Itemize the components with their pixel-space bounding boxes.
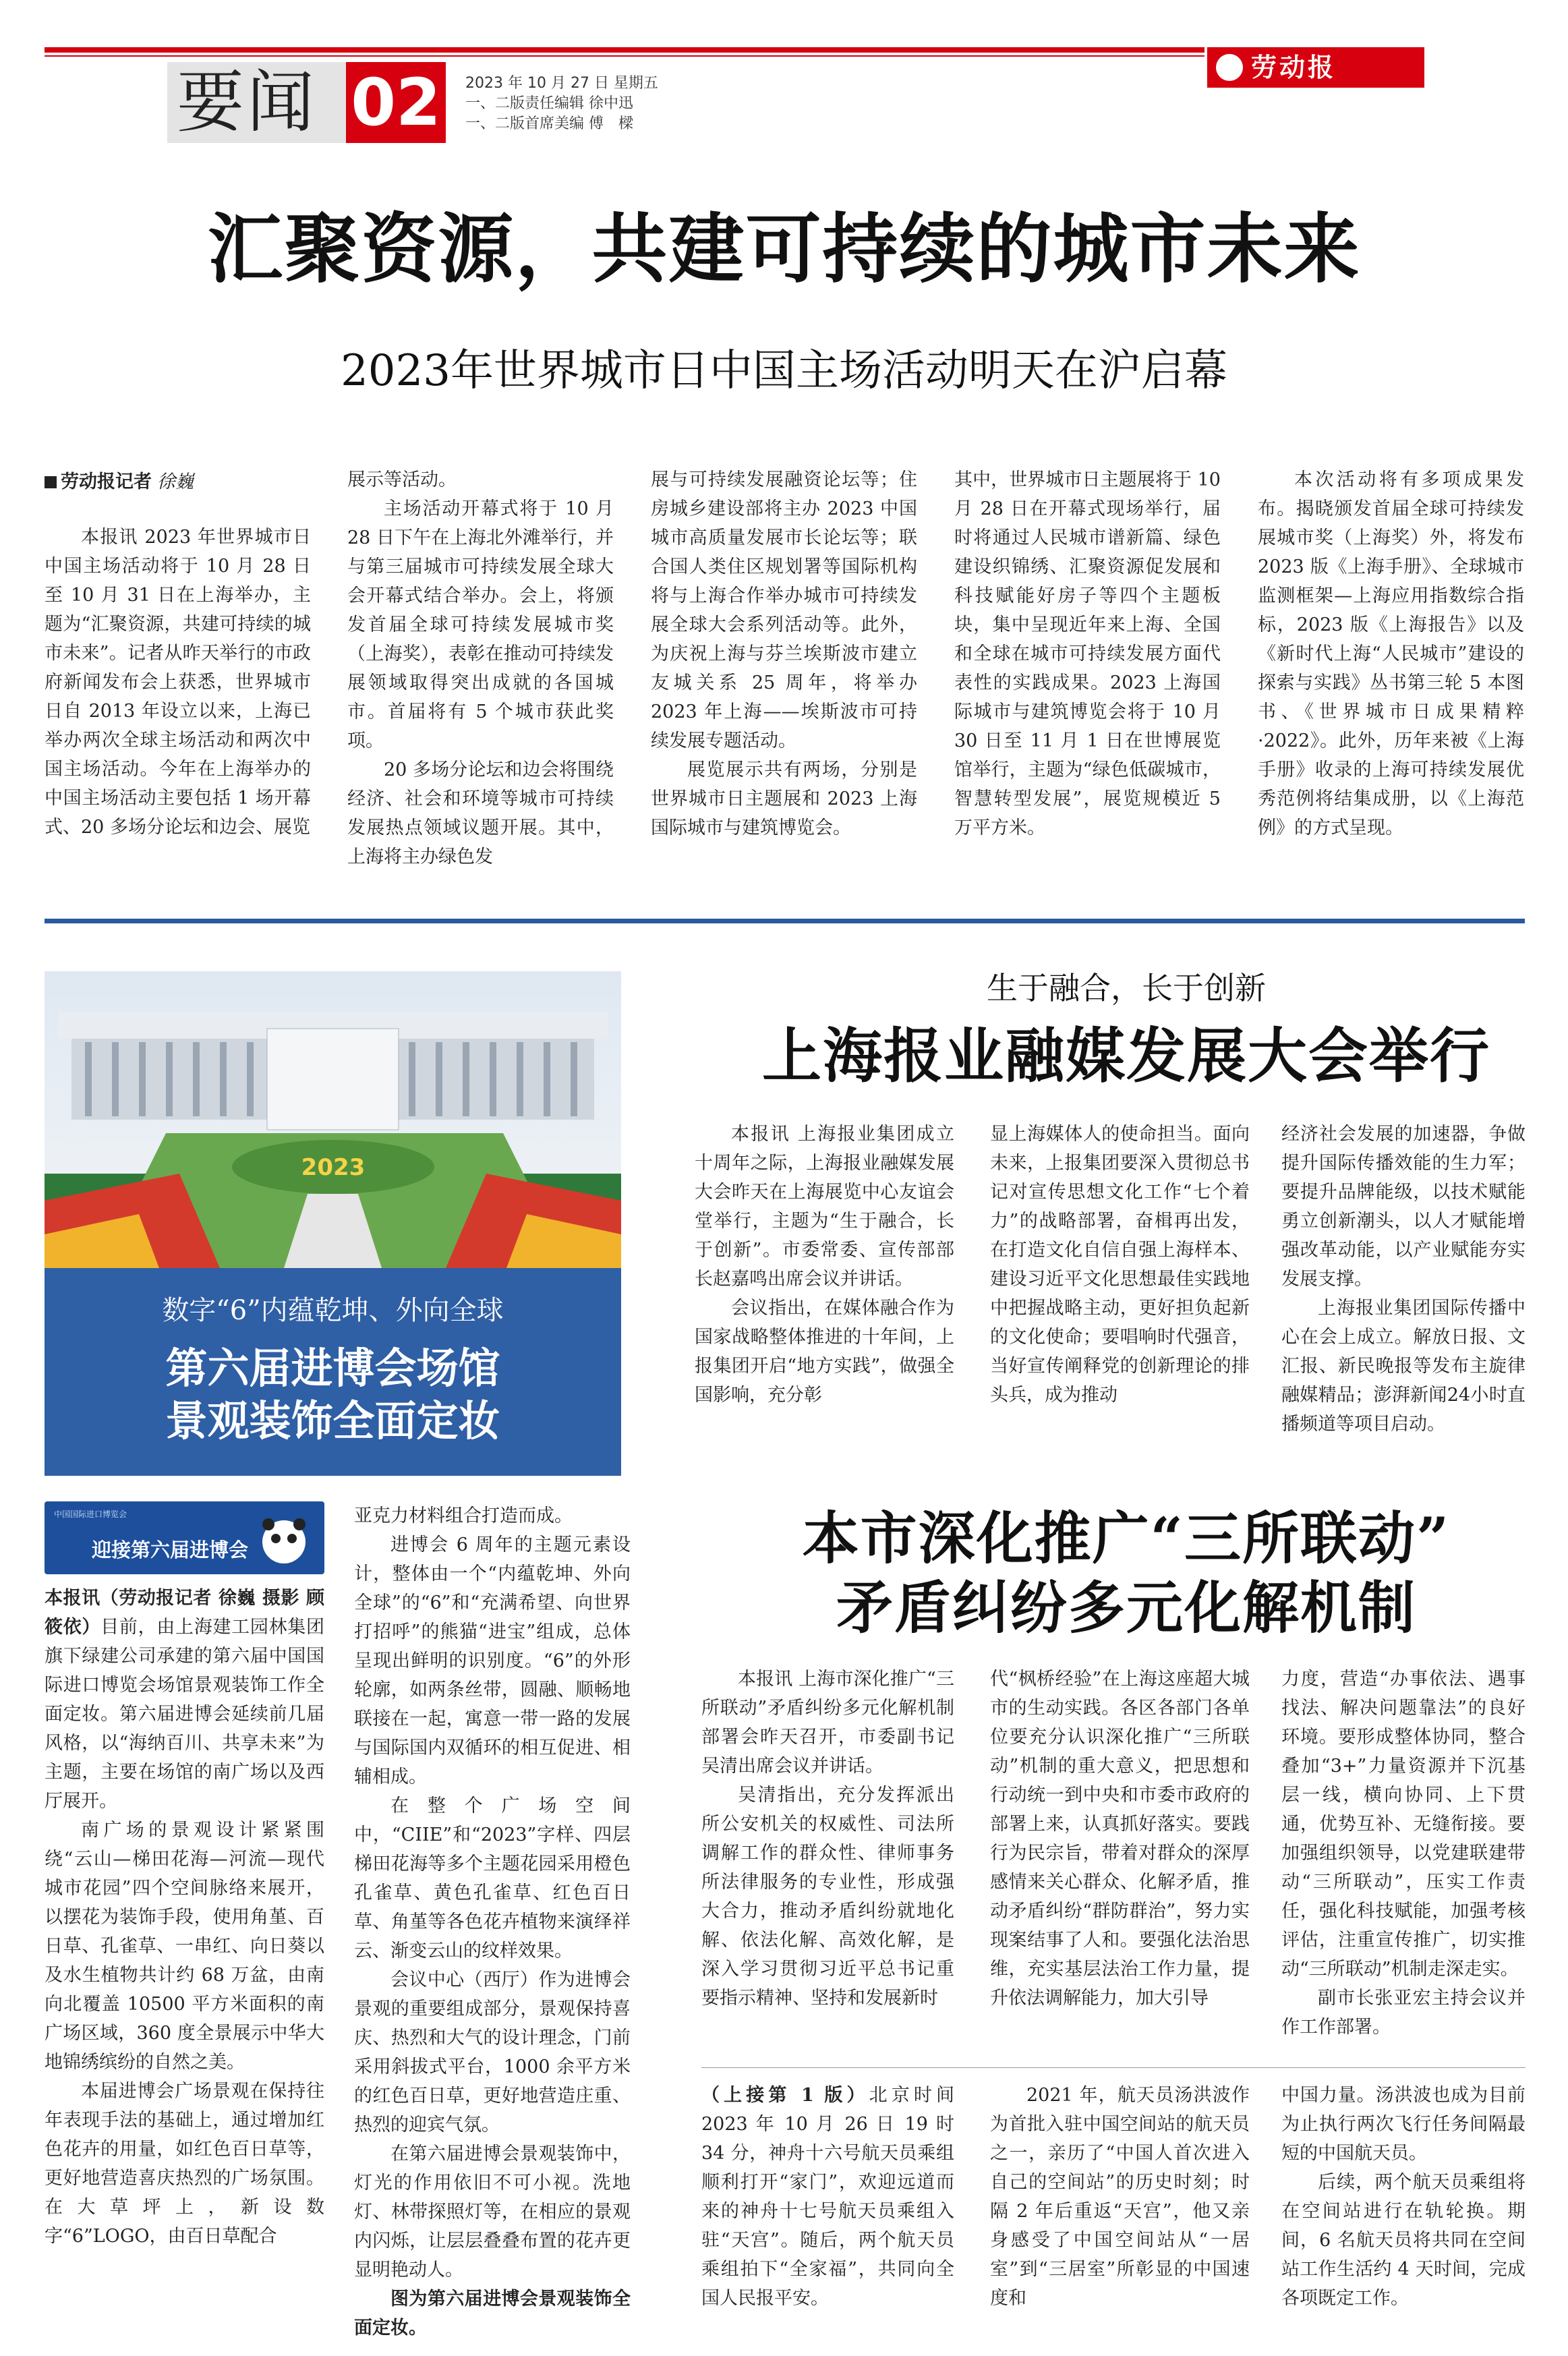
expo-paragraph: 会议中心（西厅）作为进博会景观的重要组成部分，景观保持喜庆、热烈和大气的设计理念，门前采用斜拔式平台，1000 余平方米的红色百日草，更好地营造庄重、热烈的迎宾气氛。 bbox=[354, 1970, 631, 2135]
logo-text: 劳动报 bbox=[1251, 52, 1337, 82]
lead-paragraph: 本报讯 2023 年世界城市日中国主场活动将于 10 月 28 日至 10 月 31 日在上海举办，主题为“汇聚资源，共建可持续的城市未来”。记者从昨天举行的市政府新闻发布会上获悉，世界城市日自 2013 年设立以来，上海已举办两次全球主场活动和两次中国主场活动。今年在上海举办的中国主场活动主要包括 1 场开幕式、20 多场分论坛和边会、展览 bbox=[45, 527, 311, 838]
space-paragraph: 2021 年，航天员汤洪波作为首批入驻中国空间站的航天员之一，亲历了“中国人首次进入自己的空间站”的历史时刻；时隔 2 年后重返“天宫”，他又亲身感受了中国空间站从“一居室”到“三居室”所彰显的中国速度和 bbox=[990, 2085, 1250, 2309]
byline-square-icon bbox=[45, 476, 57, 488]
lead-paragraph: 展示等活动。 bbox=[347, 469, 457, 490]
lead-paragraph: 20 多场分论坛和边会将围绕经济、社会和环境等城市可持续发展热点领域议题开展。其中，上海将主办绿色发 bbox=[347, 759, 614, 867]
mediation-column-1 bbox=[701, 1665, 954, 2013]
space-story-rule bbox=[701, 2067, 1526, 2068]
media-paragraph: 会议指出，在媒体融合作为国家战略整体推进的十年间，上报集团开启“地方实践”，做强全国影响，充分彰 bbox=[695, 1298, 954, 1406]
photo-banner-text: 2023 bbox=[301, 1154, 366, 1181]
media-paragraph: 本报讯 上海报业集团成立十周年之际，上海报业融媒发展大会昨天在上海展览中心友谊会堂举行，主题为“生于融合，长于创新”。市委常委、宣传部部长赵嘉鸣出席会议并讲话。 bbox=[695, 1124, 954, 1290]
top-red-rule bbox=[45, 47, 1204, 53]
mediation-paragraph: 力度，营造“办事依法、遇事找法、解决问题靠法”的良好环境。要形成整体协同，整合叠加“3+”力量资源并下沉基层一线，横向协同、上下贯通，优势互补、无缝衔接。要加强组织领导，以党建联建带动“三所联动”，压实工作责任，强化科技赋能，加强考核评估，注重宣传推广，切实推动“三所联动”机制走深走实。 bbox=[1281, 1669, 1526, 1980]
lead-paragraph: 展览展示共有两场，分别是世界城市日主题展和 2023 上海国际城市与建筑博览会。 bbox=[651, 759, 917, 838]
issue-date: 2023 年 10 月 27 日 星期五 bbox=[465, 75, 658, 92]
expo-column-2 bbox=[354, 1501, 631, 2343]
media-paragraph: 显上海媒体人的使命担当。面向未来，上报集团要深入贯彻总书记对宣传思想文化工作“七个着力”的战略部署，奋楫再出发，在打造文化自信自强上海样本、建设习近平文化思想最佳实践地中把握战略主动，更好担负起新的文化使命；要唱响时代强音，当好宣传阐释党的创新理论的排头兵，成为推动 bbox=[990, 1124, 1250, 1406]
mediation-paragraph: 代“枫桥经验”在上海这座超大城市的生动实践。各区各部门各单位要充分认识深化推广“三所联动”机制的重大意义，把思想和行动统一到中央和市委市政府的部署上来，认真抓好落实。要践行为民宗旨，带着对群众的深厚感情来关心群众、化解矛盾，推动矛盾纠纷“群防群治”，努力实现案结事了人和。要强化法治思维，充实基层法治工作力量，提升依法调解能力，加大引导 bbox=[990, 1669, 1250, 2009]
lead-column-5 bbox=[1258, 465, 1524, 842]
mediation-headline-line-1: 本市深化推广“三所联动” bbox=[802, 1505, 1451, 1572]
editor-credit: 一、二版责任编辑 徐中迅 bbox=[465, 95, 633, 112]
ciie-badge-text: 迎接第六届进博会 bbox=[92, 1539, 249, 1561]
space-continued-label: （上接第 1 版） bbox=[701, 2085, 869, 2106]
space-paragraph: 后续，两个航天员乘组将在空间站进行在轨轮换。期间，6 名航天员将共同在空间站工作生活约 4 天时间，完成各项既定工作。 bbox=[1281, 2172, 1526, 2309]
expo-paragraph: 亚克力材料组合打造而成。 bbox=[354, 1505, 573, 1526]
lead-column-4 bbox=[954, 465, 1221, 842]
mediation-column-2 bbox=[990, 1665, 1250, 2013]
lead-paragraph: 本次活动将有多项成果发布。揭晓颁发首届全球可持续发展城市奖（上海奖）外，将发布 2023 版《上海手册》、全球城市监测框架—上海应用指数综合指标，2023 版《上海报告》以及《新时代上海“人民城市”建设的探索与实践》丛书第三轮 5 本图书、《世界城市日成果精粹·2022》。此外，历年来被《上海手册》收录的上海可持续发展优秀范例将结集成册，以《上海范例》的方式呈现。 bbox=[1258, 469, 1524, 838]
expo-paragraph: 目前，由上海建工园林集团旗下绿建公司承建的第六届中国国际进口博览会场馆景观装饰工作全面定妆。第六届进博会延续前几届风格，以“海纳百川、共享未来”为主题，主要在场馆的南广场以及西厅展开。 bbox=[45, 1617, 325, 1812]
byline-label: 劳动报记者 bbox=[61, 471, 152, 492]
section-divider bbox=[45, 919, 1525, 923]
mediation-headline-line-2: 矛盾纠纷多元化解机制 bbox=[836, 1574, 1416, 1641]
expo-paragraph: 进博会 6 周年的主题元素设计，整体由一个“内蕴乾坤、外向全球”的“6”和“充满希望、向世界打招呼”的熊猫“进宝”组成，总体呈现出鲜明的识别度。“6”的外形轮廓，如两条丝带，圆融、顺畅地联接在一起，寓意一带一路的发展与国际国内双循环的相互促进、相辅相成。 bbox=[354, 1534, 631, 1787]
space-column-3 bbox=[1281, 2081, 1526, 2313]
space-column-2 bbox=[990, 2081, 1250, 2313]
ciie-column-badge bbox=[45, 1501, 324, 1574]
lead-headline: 汇聚资源，共建可持续的城市未来 bbox=[207, 205, 1361, 293]
space-paragraph: 中国力量。汤洪波也成为目前为止执行两次飞行任务间隔最短的中国航天员。 bbox=[1281, 2085, 1526, 2164]
lead-paragraph: 主场活动开幕式将于 10 月 28 日下午在上海北外滩举行，并与第三届城市可持续发展全球大会开幕式结合举办。会上，将颁发首届全球可持续发展城市奖（上海奖），表彰在推动可持续发展领域取得突出成就的各国城市。首届将有 5 个城市获此奖项。 bbox=[347, 498, 614, 751]
expo-paragraph: 在整个广场空间中，“CIIE”和“2023”字样、四层梯田花海等多个主题花园采用橙色孔雀草、黄色孔雀草、红色百日草、角堇等各色花卉植物来演绎祥云、渐变云山的纹样效果。 bbox=[354, 1795, 631, 1961]
mediation-paragraph: 吴清指出，充分发挥派出所公安机关的权威性、司法所调解工作的群众性、律师事务所法律服务的专业性，形成强大合力，推动矛盾纠纷就地化解、依法化解、高效化解，是深入学习贯彻习近平总书记重要指示精神、坚持和发展新时 bbox=[701, 1785, 954, 2009]
lead-column-3 bbox=[651, 465, 917, 842]
page-number: 02 bbox=[351, 65, 441, 140]
media-column-2 bbox=[990, 1120, 1250, 1410]
expo-paragraph: 在第六届进博会景观装饰中，灯光的作用依旧不可小视。洗地灯、林带探照灯等，在相应的景观内闪烁，让层层叠叠布置的花卉更显明艳动人。 bbox=[354, 2144, 631, 2280]
expo-column-1 bbox=[45, 1584, 324, 2251]
media-paragraph: 经济社会发展的加速器，争做提升国际传播效能的生力军；要提升品牌能级，以技术赋能勇立创新潮头，以人才赋能增强改革动能，以产业赋能夯实发展支撑。 bbox=[1281, 1124, 1526, 1290]
lead-paragraph: 其中，世界城市日主题展将于 10 月 28 日在开幕式现场举行，届时将通过人民城市谱新篇、绿色建设织锦绣、汇聚资源促发展和科技赋能好房子等四个主题板块，集中呈现近年来上海、全国和全球在城市可持续发展方面代表性的实践成果。2023 上海国际城市与建筑博览会将于 10 月 30 日至 11 月 1 日在世博展览馆举行，主题为“绿色低碳城市，智慧转型发展”，展览规模近 5 万平方米。 bbox=[954, 469, 1221, 838]
lead-paragraph: 展与可持续发展融资论坛等；住房城乡建设部将主办 2023 中国城市高质量发展市长论坛等；联合国人类住区规划署等国际机构将与上海合作举办城市可持续发展全球大会系列活动等。此外，为庆祝上海与芬兰埃斯波市建立友城关系 25 周年，将举办 2023 年上海——埃斯波市可持续发展专题活动。 bbox=[651, 469, 917, 751]
expo-photo-caption: 图为第六届进博会景观装饰全面定妆。 bbox=[354, 2289, 631, 2338]
lead-column-1 bbox=[45, 523, 311, 842]
expo-paragraph: 南广场的景观设计紧紧围绕“云山—梯田花海—河流—现代城市花园”四个空间脉络来展开，以摆花为装饰手段，使用角堇、百日草、孔雀草、一串红、向日葵以及水生植物共计约 68 万盆，由南向北覆盖 10500 平方米面积的南广场区域，360 度全景展示中华大地锦绣缤纷的自然之美。 bbox=[45, 1820, 324, 2073]
mediation-paragraph: 本报讯 上海市深化推广“三所联动”矛盾纠纷多元化解机制部署会昨天召开，市委副书记吴清出席会议并讲话。 bbox=[701, 1669, 954, 1777]
section-name: 要闻 bbox=[177, 63, 317, 142]
media-column-3 bbox=[1281, 1120, 1526, 1439]
lead-subheadline: 2023年世界城市日中国主场活动明天在沪启幕 bbox=[341, 346, 1227, 396]
logo-mark-icon bbox=[1216, 54, 1243, 81]
expo-photo-title-1: 第六届进博会场馆 bbox=[165, 1344, 500, 1393]
top-red-rule-thin bbox=[45, 55, 1204, 57]
expo-photo-kicker: 数字“6”内蕴乾坤、外向全球 bbox=[162, 1295, 504, 1326]
media-headline: 上海报业融媒发展大会举行 bbox=[761, 1021, 1490, 1091]
mediation-paragraph: 副市长张亚宏主持会议并作工作部署。 bbox=[1281, 1988, 1526, 2038]
expo-paragraph: 本届进博会广场景观在保持往年表现手法的基础上，通过增加红色花卉的用量，如红色百日草等，更好地营造喜庆热烈的广场氛围。在大草坪上，新设数字“6”LOGO，由百日草配合 bbox=[45, 2081, 324, 2247]
expo-photo-title-2: 景观装饰全面定妆 bbox=[165, 1396, 500, 1445]
media-column-1 bbox=[695, 1120, 954, 1410]
mediation-column-3 bbox=[1281, 1665, 1526, 2042]
designer-credit: 一、二版首席美编 傅 樑 bbox=[465, 115, 633, 132]
ciie-badge-small-text: 中国国际进口博览会 bbox=[54, 1510, 127, 1519]
lead-byline bbox=[45, 469, 194, 496]
media-kicker: 生于融合，长于创新 bbox=[987, 970, 1266, 1006]
byline-name: 徐巍 bbox=[157, 471, 194, 492]
media-paragraph: 上海报业集团国际传播中心在会上成立。解放日报、文汇报、新民晚报等发布主旋律融媒精品；澎湃新闻24小时直播频道等项目启动。 bbox=[1281, 1298, 1526, 1435]
expo-dateline: 本报讯（劳动报记者 徐巍 摄影 顾筱依） bbox=[45, 1588, 324, 1638]
lead-column-2 bbox=[347, 465, 614, 871]
space-paragraph: 北京时间 2023 年 10 月 26 日 19 时 34 分，神舟十六号航天员乘组顺利打开“家门”，欢迎远道而来的神舟十七号航天员乘组入驻“天宫”。随后，两个航天员乘组拍下“全家福”，共同向全国人民报平安。 bbox=[701, 2085, 954, 2309]
space-column-1 bbox=[701, 2081, 954, 2313]
